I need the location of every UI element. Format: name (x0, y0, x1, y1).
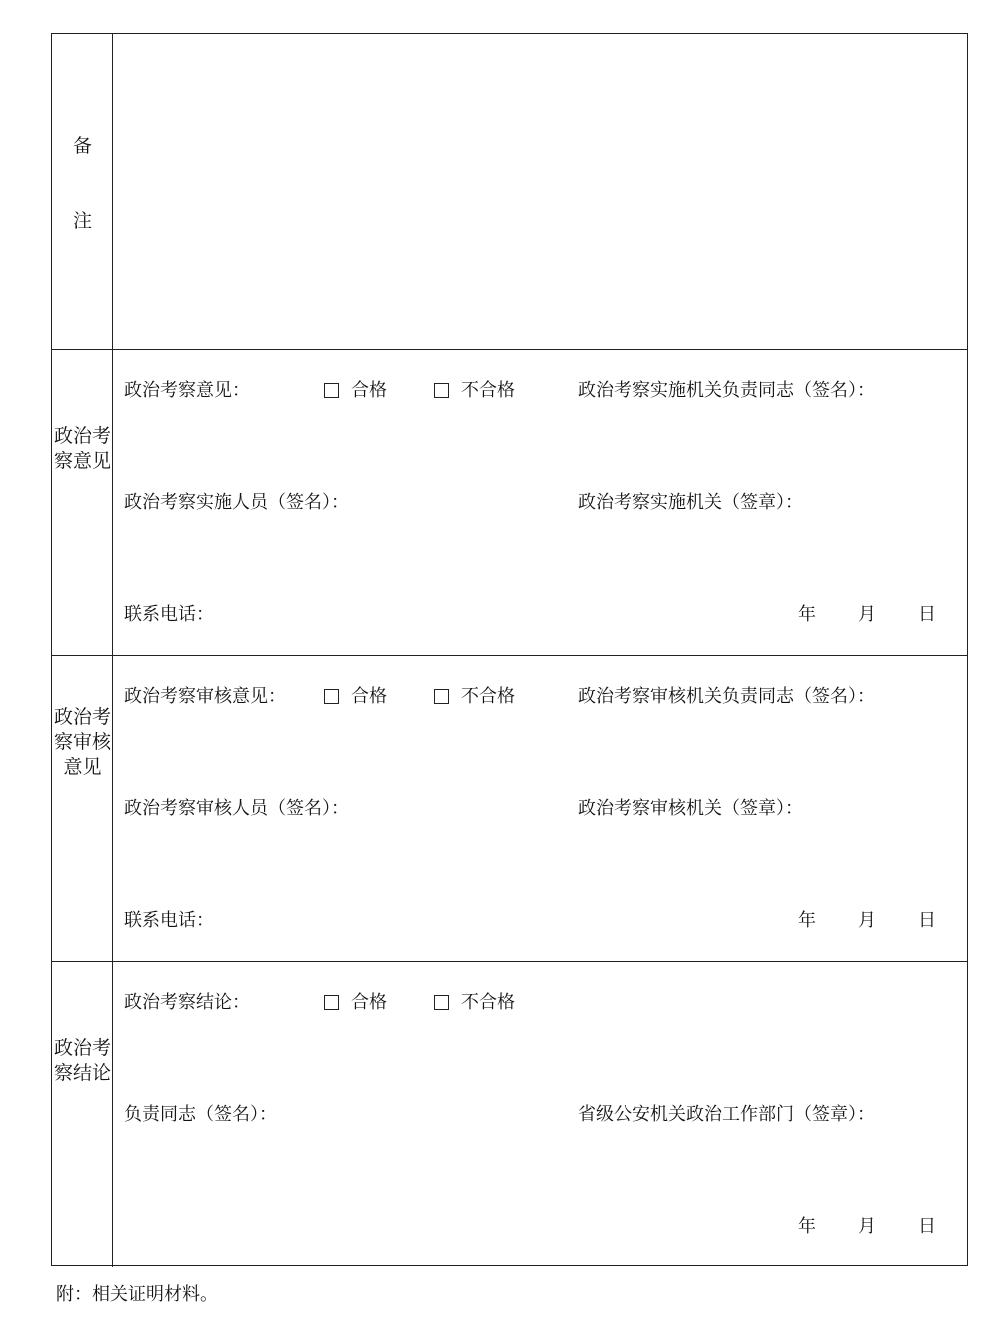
political-review-fail-checkbox[interactable] (434, 380, 515, 402)
political-review-leader-signature: 政治考察实施机关负责同志（签名）： (578, 380, 875, 401)
audit-review-pass-checkbox[interactable] (324, 686, 387, 708)
political-review-label: 政治考察意见 (53, 425, 111, 472)
audit-review-row (52, 656, 967, 962)
conclusion-row (52, 962, 967, 1267)
remarks-label-cell (52, 34, 113, 349)
date-month: 月 (858, 604, 876, 625)
attachment-note: 附：相关证明材料。 (56, 1284, 218, 1305)
date-day: 日 (918, 910, 936, 931)
conclusion-label-cell (52, 962, 113, 1267)
date-day: 日 (918, 1216, 936, 1237)
conclusion-pass-checkbox[interactable] (324, 992, 387, 1014)
conclusion-label-text: 政治考察结论： (124, 992, 250, 1013)
pass-option-label: 合格 (351, 686, 387, 707)
conclusion-fail-checkbox[interactable] (434, 992, 515, 1014)
fail-option-label: 不合格 (461, 686, 515, 707)
review-form-table (51, 33, 968, 1266)
date-year: 年 (798, 1216, 816, 1237)
checkbox-icon[interactable] (324, 383, 339, 398)
checkbox-icon[interactable] (324, 995, 339, 1010)
fail-option-label: 不合格 (461, 992, 515, 1013)
checkbox-icon[interactable] (434, 383, 449, 398)
remarks-content-cell[interactable] (114, 34, 967, 349)
date-year: 年 (798, 604, 816, 625)
date-month: 月 (858, 910, 876, 931)
audit-review-opinion-label: 政治考察审核意见： (124, 686, 286, 707)
conclusion-leader-signature: 负责同志（签名）： (124, 1104, 277, 1125)
pass-option-label: 合格 (351, 992, 387, 1013)
audit-review-label-cell (52, 656, 113, 961)
date-day: 日 (918, 604, 936, 625)
conclusion-dept-seal: 省级公安机关政治工作部门（签章）： (578, 1104, 875, 1125)
audit-review-fail-checkbox[interactable] (434, 686, 515, 708)
audit-review-staff-signature: 政治考察审核人员（签名）： (124, 798, 349, 819)
political-review-organ-seal: 政治考察实施机关（签章）： (578, 492, 803, 513)
audit-review-organ-seal: 政治考察审核机关（签章）： (578, 798, 803, 819)
checkbox-icon[interactable] (434, 689, 449, 704)
audit-review-label: 政治考察审核意见 (53, 706, 111, 778)
remarks-row (52, 34, 967, 350)
political-review-staff-signature: 政治考察实施人员（签名）： (124, 492, 349, 513)
political-review-pass-checkbox[interactable] (324, 380, 387, 402)
remarks-label: 备 注 (72, 135, 92, 232)
pass-option-label: 合格 (351, 380, 387, 401)
checkbox-icon[interactable] (324, 689, 339, 704)
political-review-phone-label: 联系电话： (124, 604, 214, 625)
checkbox-icon[interactable] (434, 995, 449, 1010)
date-month: 月 (858, 1216, 876, 1237)
political-review-opinion-label: 政治考察意见： (124, 380, 250, 401)
fail-option-label: 不合格 (461, 380, 515, 401)
audit-review-phone-label: 联系电话： (124, 910, 214, 931)
date-year: 年 (798, 910, 816, 931)
audit-review-leader-signature: 政治考察审核机关负责同志（签名）： (578, 686, 875, 707)
political-review-label-cell (52, 350, 113, 655)
political-review-row (52, 350, 967, 656)
conclusion-label: 政治考察结论 (53, 1037, 111, 1084)
